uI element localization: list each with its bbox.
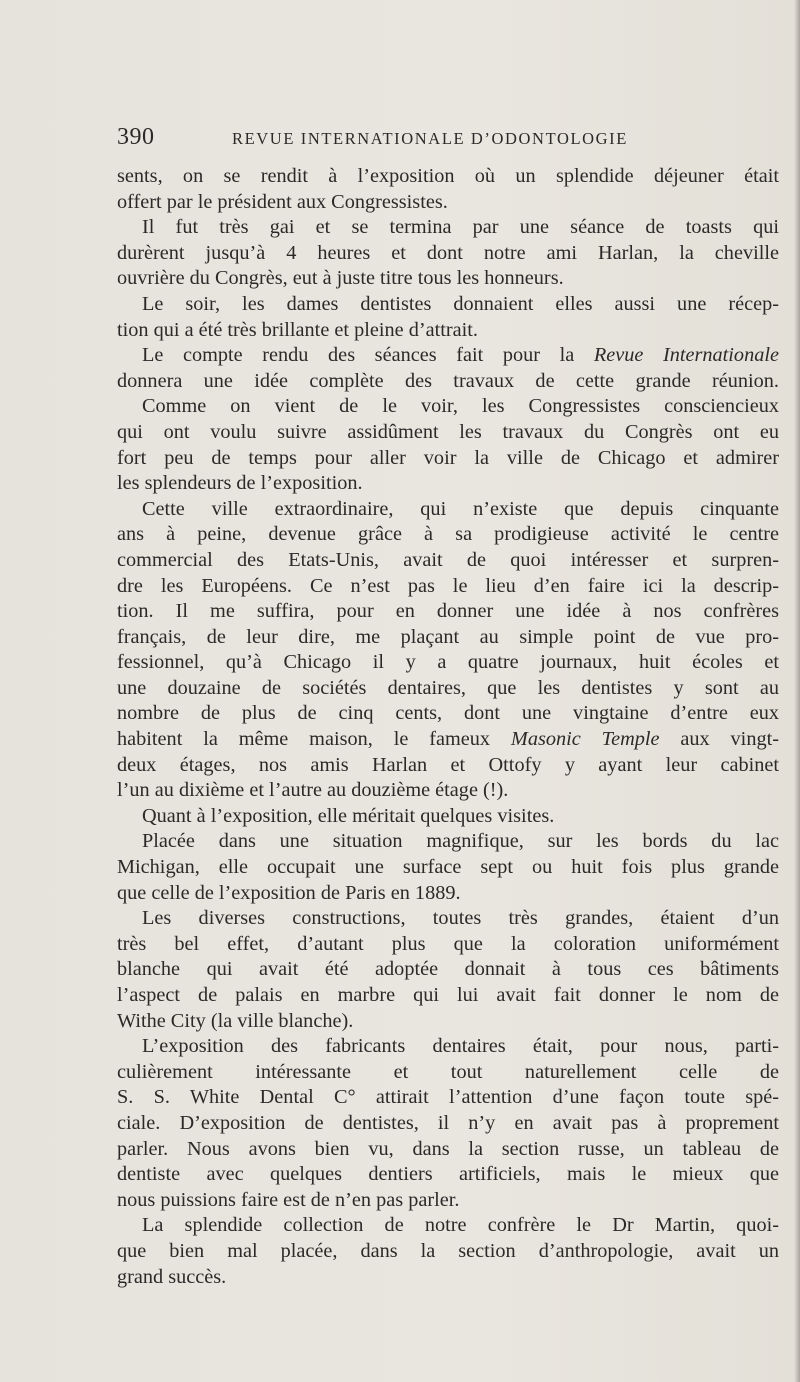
text-line: nombre de plus de cinq cents, dont une vingtaine d’entre eux [117, 702, 779, 725]
text-line: que celle de l’exposition de Paris en 1889. [117, 881, 461, 904]
text-line: Il fut très gai et se termina par une séance de toasts qui [142, 216, 779, 239]
page-header [117, 124, 777, 154]
running-title: REVUE INTERNATIONALE D’ODONTOLOGIE [232, 129, 628, 148]
text-line: ans à peine, devenue grâce à sa prodigieuse activité le centre [117, 523, 779, 546]
text-line: ouvrière du Congrès, eut à juste titre tous les honneurs. [117, 267, 564, 290]
text-line: tion qui a été très brillante et pleine d’attrait. [117, 318, 478, 341]
text-line: tion. Il me suffira, pour en donner une idée à nos confrères [117, 600, 779, 623]
text-line: dre les Européens. Ce n’est pas le lieu d’en faire ici la descrip- [117, 574, 779, 597]
text-line: très bel effet, d’autant plus que la coloration uniformément [117, 932, 779, 955]
building-name: Masonic Temple [510, 728, 660, 751]
text-line: Le soir, les dames dentistes donnaient elles aussi une récep- [142, 292, 779, 315]
text-line: fort peu de temps pour aller voir la ville de Chicago et admirer [117, 446, 779, 469]
text-line: une douzaine de sociétés dentaires, que les dentistes y sont au [117, 676, 779, 699]
text-segment: habitent la même maison, le fameux [117, 728, 511, 751]
text-line: nous puissions faire est de n’en pas parler. [117, 1188, 460, 1211]
text-line: l’un au dixième et l’autre au douzième étage (!). [117, 779, 509, 802]
text-line: qui ont voulu suivre assidûment les travaux du Congrès ont eu [117, 420, 779, 443]
text-line: que bien mal placée, dans la section d’anthropologie, avait un [117, 1239, 779, 1262]
text-line [117, 727, 779, 753]
text-line: culièrement intéressante et tout naturellement celle de [117, 1060, 779, 1083]
text-line: Les diverses constructions, toutes très grandes, étaient d’un [142, 907, 779, 930]
text-line: ciale. D’exposition de dentistes, il n’y en avait pas à proprement [117, 1111, 779, 1134]
text-line: Placée dans une situation magnifique, sur les bords du lac [142, 830, 779, 853]
text-line: Comme on vient de le voir, les Congressistes consciencieux [142, 395, 779, 418]
text-line: blanche qui avait été adoptée donnait à tous ces bâtiments [117, 958, 779, 981]
text-line: sents, on se rendit à l’exposition où un splendide déjeuner était [117, 165, 779, 187]
text-line: Michigan, elle occupait une surface sept ou huit fois plus grande [117, 856, 779, 879]
text-line: S. S. White Dental C° attirait l’attention d’une façon toute spé- [117, 1086, 779, 1109]
body-text [117, 164, 779, 1290]
text-line: Cette ville extraordinaire, qui n’existe que depuis cinquante [142, 497, 779, 520]
journal-title: Revue Internationale [593, 344, 779, 367]
text-line: parler. Nous avons bien vu, dans la section russe, un tableau de [117, 1137, 779, 1160]
text-line: Withe City (la ville blanche). [117, 1009, 354, 1032]
text-line: Quant à l’exposition, elle méritait quelques visites. [142, 804, 555, 827]
text-line: offert par le président aux Congressistes. [117, 190, 448, 213]
text-line: La splendide collection de notre confrère le Dr Martin, quoi- [142, 1214, 779, 1237]
text-line: grand succès. [117, 1265, 227, 1288]
text-line: français, de leur dire, me plaçant au simple point de vue pro- [117, 625, 779, 648]
text-line: commercial des Etats-Unis, avait de quoi intéresser et surpren- [117, 548, 779, 571]
text-segment: Le compte rendu des séances fait pour la [142, 344, 594, 367]
text-line: L’exposition des fabricants dentaires était, pour nous, parti- [142, 1035, 779, 1058]
page-number: 390 [117, 124, 155, 150]
text-line: deux étages, nos amis Harlan et Ottofy y ayant leur cabinet [117, 753, 779, 776]
text-line: donnera une idée complète des travaux de cette grande réunion. [117, 369, 779, 392]
text-line: fessionnel, qu’à Chicago il y a quatre journaux, huit écoles et [117, 651, 779, 674]
text-line [117, 343, 779, 369]
page-edge-shadow [794, 0, 800, 1382]
text-line: les splendeurs de l’exposition. [117, 472, 363, 495]
text-segment: aux vingt- [659, 728, 779, 751]
text-line: dentiste avec quelques dentiers artificiels, mais le mieux que [117, 1163, 779, 1186]
text-line: durèrent jusqu’à 4 heures et dont notre ami Harlan, la cheville [117, 241, 779, 264]
text-line: l’aspect de palais en marbre qui lui avait fait donner le nom de [117, 984, 779, 1006]
